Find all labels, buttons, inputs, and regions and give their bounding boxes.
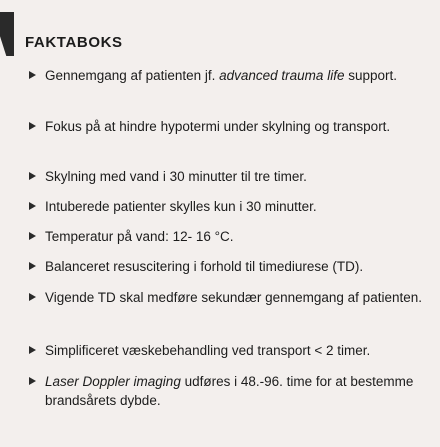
list-item-text: Fokus på at hindre hypotermi under skylning og transport. [45,119,391,134]
triangle-bullet-icon [29,262,36,270]
list-item-text: Intuberede patienter skylles kun i 30 minutter. [45,199,317,214]
list-item-text: Vigende TD skal medføre sekundær gennemgang af patienten. [45,290,422,305]
list-item-text: Simplificeret væskebehandling ved transport < 2 timer. [45,343,371,358]
triangle-bullet-icon [29,346,36,354]
list-item-text: Gennemgang af patienten jf. advanced trauma life support. [45,68,397,83]
fact-box-title: FAKTABOKS [25,34,123,51]
triangle-bullet-icon [29,377,36,385]
triangle-bullet-icon [29,71,36,79]
triangle-bullet-icon [29,202,36,210]
triangle-bullet-icon [29,232,36,240]
list-item-text: Laser Doppler imaging udføres i 48.-96. time for at bestemme brandsårets dybde. [45,374,414,408]
list-item-text: Temperatur på vand: 12- 16 °C. [45,229,234,244]
list-item-text: Balanceret resuscitering i forhold til timediurese (TD). [45,259,364,274]
triangle-bullet-icon [29,172,36,180]
triangle-bullet-icon [29,122,36,130]
list-item-text: Skylning med vand i 30 minutter til tre timer. [45,169,307,184]
triangle-bullet-icon [29,293,36,301]
